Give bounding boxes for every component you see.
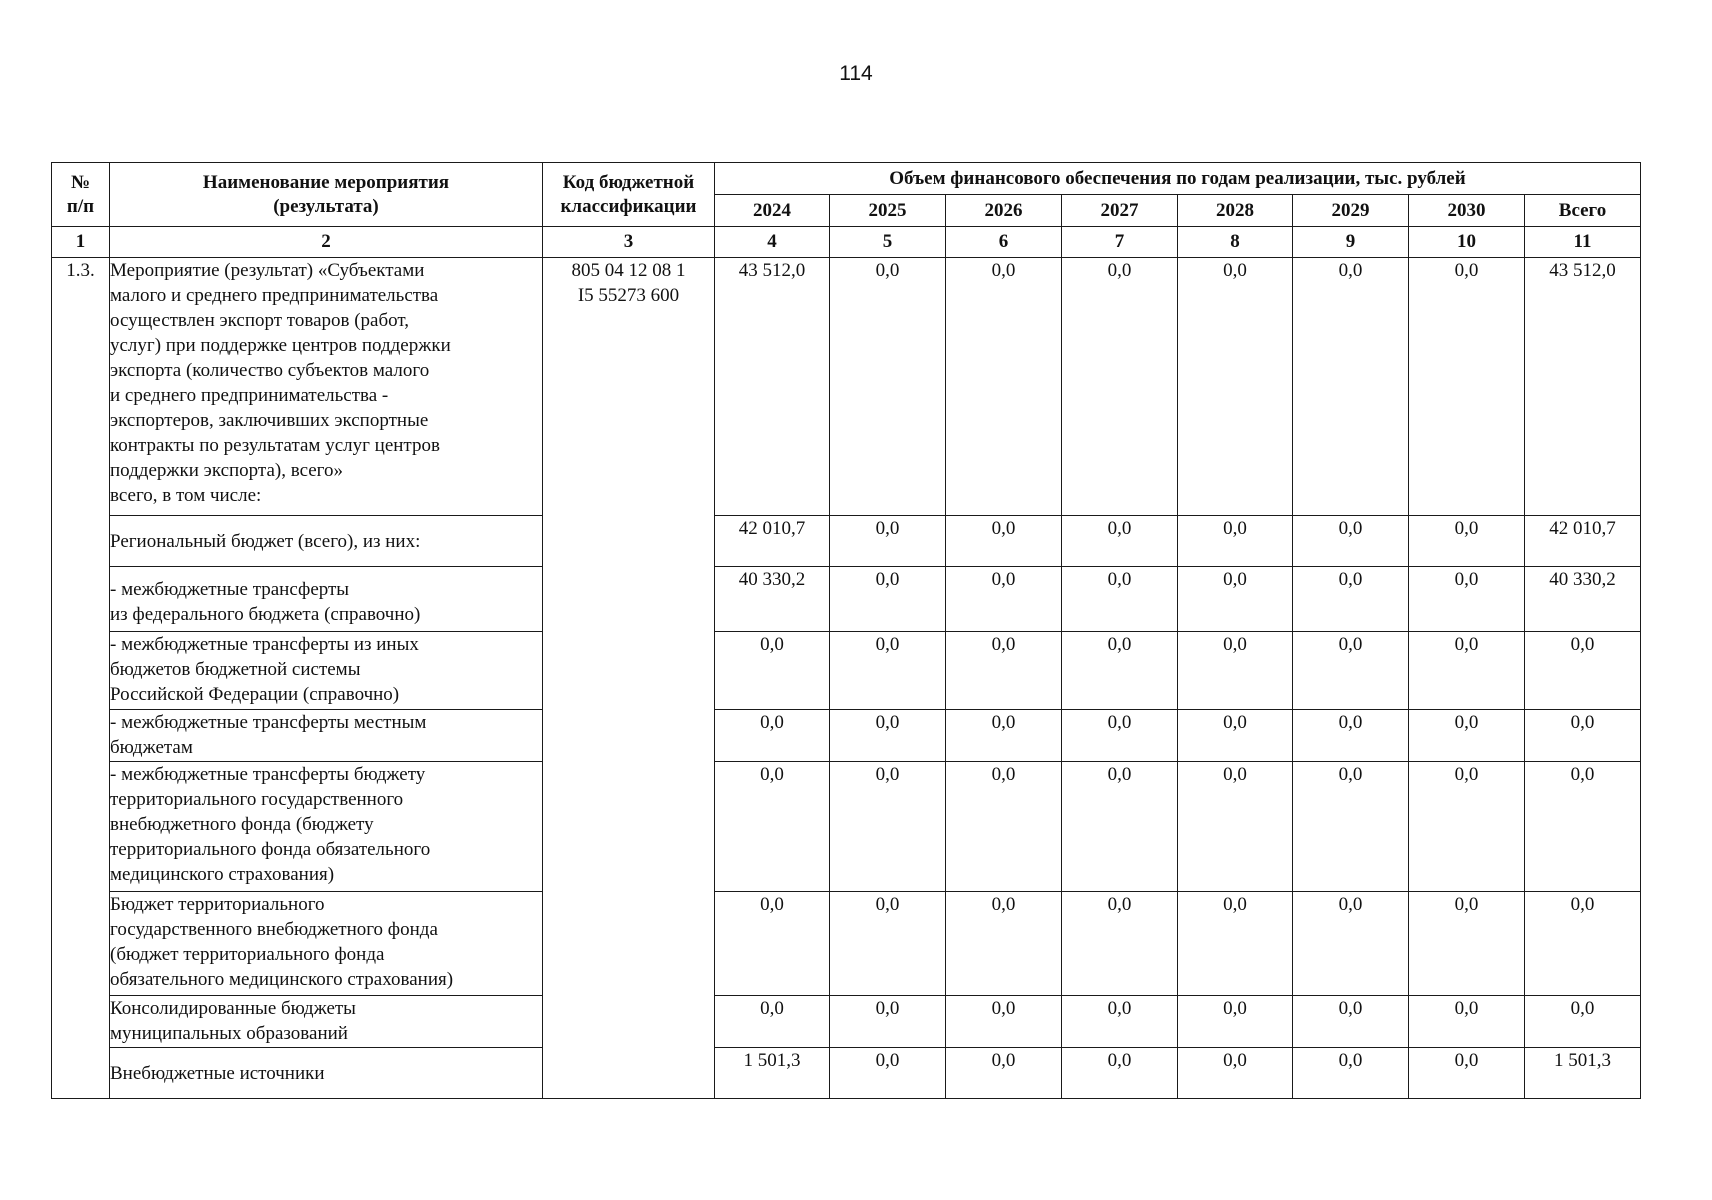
value-cell: 0,0 xyxy=(1178,892,1293,996)
value-cell: 0,0 xyxy=(1062,996,1178,1048)
table-row xyxy=(52,632,1641,710)
value-cell: 0,0 xyxy=(715,710,830,762)
value-cell: 0,0 xyxy=(1293,516,1409,567)
value-cell: 0,0 xyxy=(1062,892,1178,996)
row-name: Мероприятие (результат) «Субъектами малого и среднего предпринимательства осуществлен экспорт товаров (работ, услуг) при поддержке центров поддержки экспорта (количество субъектов малого и среднего предпринимательства - экспортеров, заключивших экспортные контракты по результатам услуг центров поддержки экспорта), всего» всего, в том числе: xyxy=(110,258,543,516)
value-cell: 0,0 xyxy=(1178,710,1293,762)
value-cell: 0,0 xyxy=(830,892,946,996)
value-cell: 0,0 xyxy=(1062,1048,1178,1099)
page-number: 114 xyxy=(839,62,873,85)
column-number: 4 xyxy=(715,227,830,258)
value-cell: 0,0 xyxy=(1409,258,1525,516)
column-number: 2 xyxy=(110,227,543,258)
row-name: Бюджет территориального государственного внебюджетного фонда (бюджет территориального фонда обязательного медицинского страхования) xyxy=(110,892,543,996)
row-name: - межбюджетные трансферты бюджету территориального государственного внебюджетного фонда (бюджету территориального фонда обязательного медицинского страхования) xyxy=(110,762,543,892)
column-number: 11 xyxy=(1525,227,1641,258)
value-cell: 0,0 xyxy=(715,892,830,996)
financing-table xyxy=(51,162,1641,1099)
value-cell: 0,0 xyxy=(1062,710,1178,762)
column-number: 5 xyxy=(830,227,946,258)
value-cell: 0,0 xyxy=(1178,762,1293,892)
value-cell: 0,0 xyxy=(1409,567,1525,632)
value-cell: 0,0 xyxy=(830,632,946,710)
total-cell: 0,0 xyxy=(1525,762,1641,892)
header-code: Код бюджетной классификации xyxy=(543,163,715,227)
column-number: 9 xyxy=(1293,227,1409,258)
value-cell: 0,0 xyxy=(1062,567,1178,632)
table-row xyxy=(52,762,1641,892)
value-cell: 0,0 xyxy=(946,567,1062,632)
value-cell: 0,0 xyxy=(1293,1048,1409,1099)
table-header xyxy=(52,163,1641,258)
table-row xyxy=(52,710,1641,762)
value-cell: 0,0 xyxy=(1293,258,1409,516)
column-number: 8 xyxy=(1178,227,1293,258)
value-cell: 0,0 xyxy=(1293,762,1409,892)
value-cell: 0,0 xyxy=(1409,892,1525,996)
value-cell: 0,0 xyxy=(1409,516,1525,567)
value-cell: 0,0 xyxy=(830,996,946,1048)
value-cell: 0,0 xyxy=(1178,1048,1293,1099)
header-year: 2026 xyxy=(946,195,1062,227)
total-cell: 0,0 xyxy=(1525,892,1641,996)
value-cell: 0,0 xyxy=(1178,996,1293,1048)
column-number: 1 xyxy=(52,227,110,258)
value-cell: 0,0 xyxy=(1178,258,1293,516)
total-cell: 42 010,7 xyxy=(1525,516,1641,567)
value-cell: 1 501,3 xyxy=(715,1048,830,1099)
value-cell: 0,0 xyxy=(1178,632,1293,710)
table-row xyxy=(52,1048,1641,1099)
value-cell: 0,0 xyxy=(1062,258,1178,516)
row-name: - межбюджетные трансферты из иных бюджетов бюджетной системы Российской Федерации (справочно) xyxy=(110,632,543,710)
table-row xyxy=(52,996,1641,1048)
value-cell: 0,0 xyxy=(830,1048,946,1099)
value-cell: 0,0 xyxy=(715,632,830,710)
value-cell: 0,0 xyxy=(1293,632,1409,710)
value-cell: 0,0 xyxy=(1293,892,1409,996)
value-cell: 0,0 xyxy=(946,762,1062,892)
value-cell: 0,0 xyxy=(830,710,946,762)
value-cell: 0,0 xyxy=(1062,762,1178,892)
value-cell: 0,0 xyxy=(946,710,1062,762)
header-year: 2027 xyxy=(1062,195,1178,227)
value-cell: 0,0 xyxy=(946,258,1062,516)
row-name: Консолидированные бюджеты муниципальных образований xyxy=(110,996,543,1048)
value-cell: 0,0 xyxy=(946,892,1062,996)
row-name: Региональный бюджет (всего), из них: xyxy=(110,516,543,567)
value-cell: 0,0 xyxy=(830,762,946,892)
value-cell: 0,0 xyxy=(1178,567,1293,632)
value-cell: 0,0 xyxy=(1409,996,1525,1048)
value-cell: 0,0 xyxy=(1409,632,1525,710)
table-body xyxy=(52,258,1641,1099)
value-cell: 0,0 xyxy=(1409,710,1525,762)
value-cell: 0,0 xyxy=(1062,516,1178,567)
header-total: Всего xyxy=(1525,195,1641,227)
header-year: 2030 xyxy=(1409,195,1525,227)
total-cell: 43 512,0 xyxy=(1525,258,1641,516)
table-row xyxy=(52,258,1641,516)
value-cell: 43 512,0 xyxy=(715,258,830,516)
value-cell: 0,0 xyxy=(946,632,1062,710)
value-cell: 0,0 xyxy=(1409,762,1525,892)
total-cell: 0,0 xyxy=(1525,996,1641,1048)
column-number: 10 xyxy=(1409,227,1525,258)
header-name: Наименование мероприятия (результата) xyxy=(110,163,543,227)
row-name: - межбюджетные трансферты из федерального бюджета (справочно) xyxy=(110,567,543,632)
value-cell: 0,0 xyxy=(1062,632,1178,710)
header-year: 2029 xyxy=(1293,195,1409,227)
header-volume: Объем финансового обеспечения по годам реализации, тыс. рублей xyxy=(715,163,1641,195)
value-cell: 0,0 xyxy=(830,258,946,516)
header-year: 2024 xyxy=(715,195,830,227)
value-cell: 0,0 xyxy=(1293,710,1409,762)
total-cell: 1 501,3 xyxy=(1525,1048,1641,1099)
column-number-row xyxy=(52,227,1641,258)
value-cell: 0,0 xyxy=(715,762,830,892)
total-cell: 0,0 xyxy=(1525,632,1641,710)
header-year: 2028 xyxy=(1178,195,1293,227)
column-number: 3 xyxy=(543,227,715,258)
value-cell: 0,0 xyxy=(1409,1048,1525,1099)
value-cell: 0,0 xyxy=(715,996,830,1048)
value-cell: 0,0 xyxy=(946,1048,1062,1099)
value-cell: 0,0 xyxy=(1293,567,1409,632)
value-cell: 42 010,7 xyxy=(715,516,830,567)
table-row xyxy=(52,567,1641,632)
column-number: 6 xyxy=(946,227,1062,258)
value-cell: 0,0 xyxy=(830,516,946,567)
value-cell: 0,0 xyxy=(830,567,946,632)
budget-code: 805 04 12 08 1 I5 55273 600 xyxy=(543,258,715,1099)
value-cell: 0,0 xyxy=(946,996,1062,1048)
item-number: 1.3. xyxy=(52,258,110,1099)
row-name: Внебюджетные источники xyxy=(110,1048,543,1099)
value-cell: 40 330,2 xyxy=(715,567,830,632)
table-row xyxy=(52,892,1641,996)
table-row xyxy=(52,516,1641,567)
header-no: № п/п xyxy=(52,163,110,227)
value-cell: 0,0 xyxy=(946,516,1062,567)
header-year: 2025 xyxy=(830,195,946,227)
value-cell: 0,0 xyxy=(1178,516,1293,567)
total-cell: 40 330,2 xyxy=(1525,567,1641,632)
row-name: - межбюджетные трансферты местным бюджетам xyxy=(110,710,543,762)
column-number: 7 xyxy=(1062,227,1178,258)
total-cell: 0,0 xyxy=(1525,710,1641,762)
value-cell: 0,0 xyxy=(1293,996,1409,1048)
